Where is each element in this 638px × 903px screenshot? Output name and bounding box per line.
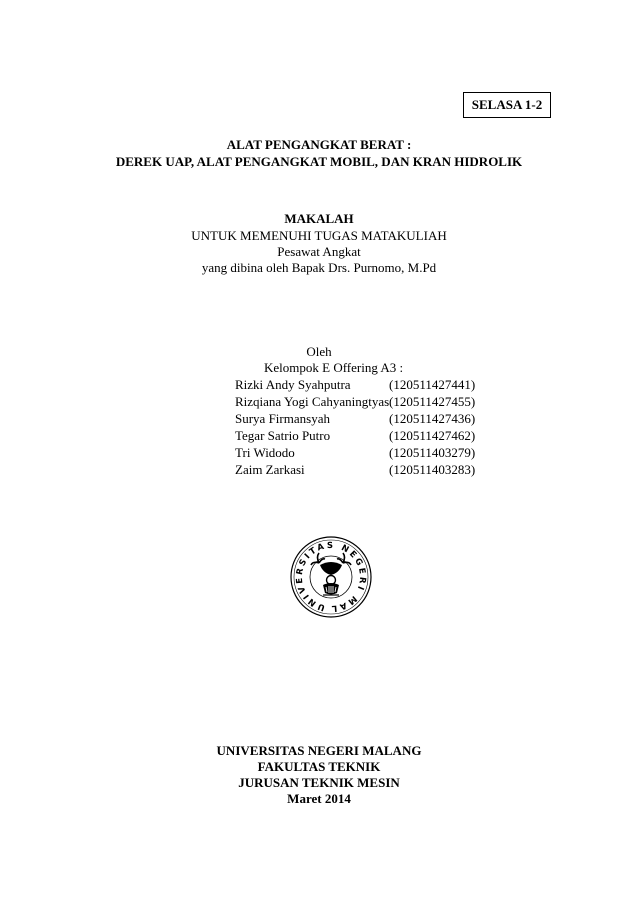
member-row: [235, 393, 495, 410]
session-badge: SELASA 1-2: [463, 92, 551, 118]
document-date: Maret 2014: [287, 791, 351, 806]
member-name: Rizki Andy Syahputra: [235, 377, 351, 392]
member-row: [235, 427, 495, 444]
group-label: Kelompok E Offering A3 :: [264, 360, 404, 375]
member-id: (120511427436): [389, 411, 476, 426]
purpose-line: UNTUK MEMENUHI TUGAS MATAKULIAH: [191, 228, 447, 243]
member-id: (120511403283): [389, 462, 476, 477]
svg-text:UNIVERSITAS NEGERI MALANG: UNIVERSITAS NEGERI MAL: [294, 540, 368, 614]
university-name: UNIVERSITAS NEGERI MALANG: [216, 743, 422, 758]
member-name: Tegar Satrio Putro: [235, 428, 331, 443]
member-row: [235, 444, 495, 461]
member-name: Tri Widodo: [235, 445, 295, 460]
department-name: JURUSAN TEKNIK MESIN: [238, 775, 400, 790]
faculty-name: FAKULTAS TEKNIK: [257, 759, 381, 774]
member-id: (120511403279): [389, 445, 476, 460]
member-row: [235, 461, 495, 478]
member-id: (120511427441): [389, 377, 476, 392]
by-label: Oleh: [306, 344, 332, 359]
document-type: MAKALAH: [284, 211, 354, 226]
member-name: Surya Firmansyah: [235, 411, 330, 426]
supervisor-line: yang dibina oleh Bapak Drs. Purnomo, M.Pd: [201, 260, 437, 275]
member-name: Rizqiana Yogi Cahyaningtyas: [235, 394, 390, 409]
title-line-1: ALAT PENGANGKAT BERAT :: [226, 137, 412, 152]
member-row: [235, 410, 495, 427]
member-id: (120511427462): [389, 428, 476, 443]
member-row: [235, 376, 495, 393]
course-name: Pesawat Angkat: [277, 244, 361, 259]
university-seal-icon: [289, 535, 373, 621]
title-line-2: DEREK UAP, ALAT PENGANGKAT MOBIL, DAN KRAN HIDROLIK: [115, 154, 523, 169]
member-id: (120511427455): [389, 394, 476, 409]
member-name: Zaim Zarkasi: [235, 462, 305, 477]
member-list: [235, 376, 495, 478]
